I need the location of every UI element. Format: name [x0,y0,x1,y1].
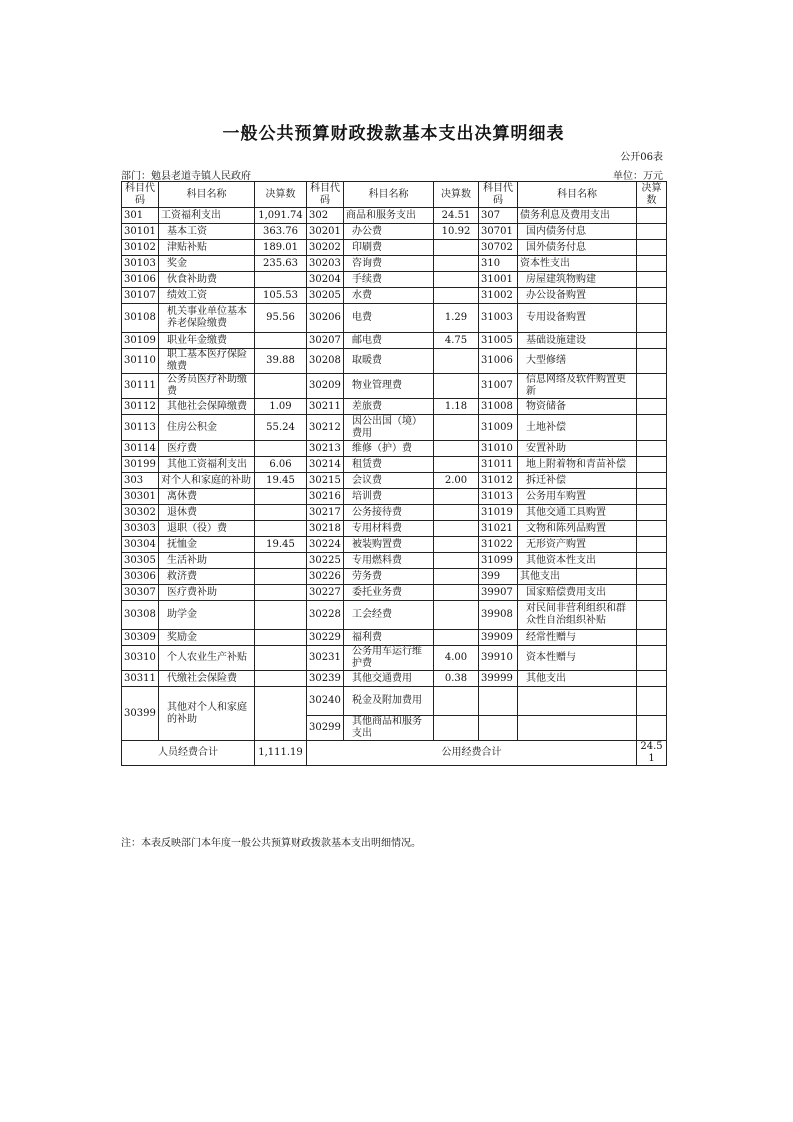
amount [255,630,307,646]
amount [637,473,667,489]
table-row [122,630,667,646]
account-name: 其他资本性支出 [518,553,637,569]
account-name: 债务利息及费用支出 [518,208,637,224]
account-code: 30702 [479,240,518,256]
account-code: 30217 [307,505,344,521]
personnel-total-value: 1,111.19 [255,741,307,766]
account-name: 国家赔偿费用支出 [518,585,637,601]
account-name: 水费 [344,288,434,304]
account-code: 30199 [122,457,159,473]
amount: 105.53 [255,288,307,304]
amount [637,716,667,741]
account-name: 职工基本医疗保险缴费 [159,349,255,374]
account-code: 39907 [479,585,518,601]
account-name: 公务用车购置 [518,489,637,505]
account-name: 租赁费 [344,457,434,473]
account-code: 30212 [307,415,344,441]
account-code: 31007 [479,374,518,399]
account-name: 安置补助 [518,441,637,457]
amount: 19.45 [255,537,307,553]
account-code: 30108 [122,304,159,333]
account-code: 30239 [307,671,344,687]
column-header: 决算数 [255,182,307,208]
amount: 235.63 [255,256,307,272]
amount [637,304,667,333]
account-name: 地上附着物和青苗补偿 [518,457,637,473]
account-code: 30202 [307,240,344,256]
amount [434,521,479,537]
amount [637,333,667,349]
footnote: 注：本表反映部门本年度一般公共预算财政拨款基本支出明细情况。 [121,838,421,849]
account-name: 工会经费 [344,601,434,630]
account-code: 30228 [307,601,344,630]
table-row [122,399,667,415]
amount [434,349,479,374]
amount [255,333,307,349]
amount [637,569,667,585]
account-name: 办公费 [344,224,434,240]
amount [255,671,307,687]
column-header: 决算数 [434,182,479,208]
account-name: 机关事业单位基本养老保险缴费 [159,304,255,333]
column-header: 科目名称 [159,182,255,208]
table-row [122,537,667,553]
account-name: 拆迁补偿 [518,473,637,489]
account-name: 差旅费 [344,399,434,415]
account-code: 31022 [479,537,518,553]
account-code: 31001 [479,272,518,288]
account-name: 被装购置费 [344,537,434,553]
account-name [518,716,637,741]
table-row [122,208,667,224]
amount [434,601,479,630]
table-row [122,224,667,240]
amount [255,585,307,601]
amount [434,288,479,304]
amount [637,601,667,630]
table-row [122,304,667,333]
account-name: 资本性赠与 [518,646,637,671]
account-code: 30101 [122,224,159,240]
account-code: 30109 [122,333,159,349]
account-code: 301 [122,208,159,224]
amount [255,569,307,585]
table-row [122,374,667,399]
account-code: 30111 [122,374,159,399]
amount [434,537,479,553]
account-name: 办公设备购置 [518,288,637,304]
account-name: 培训费 [344,489,434,505]
amount: 55.24 [255,415,307,441]
amount [255,489,307,505]
amount [434,256,479,272]
account-code: 30399 [122,687,159,741]
account-code: 30110 [122,349,159,374]
amount [637,687,667,716]
account-code: 30102 [122,240,159,256]
account-code: 30231 [307,646,344,671]
account-name: 物业管理费 [344,374,434,399]
amount: 363.76 [255,224,307,240]
account-name: 抚恤金 [159,537,255,553]
account-name: 工资福利支出 [159,208,255,224]
amount [434,240,479,256]
account-code: 307 [479,208,518,224]
column-header: 科目代码 [479,182,518,208]
amount: 4.00 [434,646,479,671]
amount [434,505,479,521]
account-name: 会议费 [344,473,434,489]
amount [434,489,479,505]
amount [255,646,307,671]
account-code: 30299 [307,716,344,741]
account-code: 31008 [479,399,518,415]
amount: 95.56 [255,304,307,333]
account-code: 30216 [307,489,344,505]
account-code: 30114 [122,441,159,457]
column-header: 科目代码 [122,182,159,208]
account-name: 其他交通费用 [344,671,434,687]
account-code: 31010 [479,441,518,457]
table-row [122,601,667,630]
amount [434,441,479,457]
account-name: 助学金 [159,601,255,630]
amount [255,505,307,521]
amount [637,224,667,240]
amount [637,208,667,224]
account-name: 手续费 [344,272,434,288]
account-code: 31011 [479,457,518,473]
unit-label: 单位：万元 [613,171,663,182]
account-code: 310 [479,256,518,272]
amount [434,457,479,473]
amount [434,374,479,399]
account-name: 对个人和家庭的补助 [159,473,255,489]
amount [637,646,667,671]
amount [434,630,479,646]
amount: 1.18 [434,399,479,415]
account-name: 资本性支出 [518,256,637,272]
account-code: 399 [479,569,518,585]
account-code: 30701 [479,224,518,240]
account-name: 其他工资福利支出 [159,457,255,473]
amount [637,240,667,256]
column-header: 科目名称 [518,182,637,208]
account-code: 30305 [122,553,159,569]
account-name: 福利费 [344,630,434,646]
account-code: 39999 [479,671,518,687]
column-header: 决算数 [637,182,667,208]
amount [434,569,479,585]
account-code: 30112 [122,399,159,415]
table-row [122,521,667,537]
personnel-total-label: 人员经费合计 [122,741,255,766]
account-code: 30309 [122,630,159,646]
account-code: 30224 [307,537,344,553]
account-code: 31006 [479,349,518,374]
table-row [122,505,667,521]
account-code: 30203 [307,256,344,272]
account-name: 物资储备 [518,399,637,415]
account-name: 基础设施建设 [518,333,637,349]
account-code: 30211 [307,399,344,415]
account-code: 30302 [122,505,159,521]
amount [255,521,307,537]
table-row [122,687,667,716]
account-name: 维修（护）费 [344,441,434,457]
account-name: 医疗费 [159,441,255,457]
account-name: 劳务费 [344,569,434,585]
account-name: 奖金 [159,256,255,272]
account-name: 其他支出 [518,569,637,585]
account-code: 31003 [479,304,518,333]
account-code: 31099 [479,553,518,569]
account-name: 公务用车运行维护费 [344,646,434,671]
account-name: 大型修缮 [518,349,637,374]
account-name: 专用燃料费 [344,553,434,569]
amount: 2.00 [434,473,479,489]
account-code: 30209 [307,374,344,399]
account-code: 30201 [307,224,344,240]
amount [255,441,307,457]
account-code: 30205 [307,288,344,304]
account-code: 30307 [122,585,159,601]
account-code: 30106 [122,272,159,288]
account-code: 302 [307,208,344,224]
account-name: 文物和陈列品购置 [518,521,637,537]
amount: 1,091.74 [255,208,307,224]
account-name: 退职（役）费 [159,521,255,537]
account-code: 31009 [479,415,518,441]
amount [255,272,307,288]
account-code: 31019 [479,505,518,521]
amount: 1.29 [434,304,479,333]
account-code: 30103 [122,256,159,272]
account-code [479,716,518,741]
table-row [122,489,667,505]
account-code: 30301 [122,489,159,505]
account-code: 30311 [122,671,159,687]
table-row [122,585,667,601]
account-name: 无形资产购置 [518,537,637,553]
amount [637,521,667,537]
expenditure-table [121,181,667,766]
account-name: 国内债务付息 [518,224,637,240]
amount [637,288,667,304]
amount: 189.01 [255,240,307,256]
account-name: 其他对个人和家庭的补助 [159,687,255,741]
account-code: 30308 [122,601,159,630]
account-name [518,687,637,716]
account-name: 医疗费补助 [159,585,255,601]
amount: 19.45 [255,473,307,489]
account-name: 经常性赠与 [518,630,637,646]
account-name: 住房公积金 [159,415,255,441]
amount [637,630,667,646]
amount [637,505,667,521]
account-name: 商品和服务支出 [344,208,434,224]
table-row [122,671,667,687]
table-row [122,256,667,272]
column-header: 科目代码 [307,182,344,208]
account-name: 专用设备购置 [518,304,637,333]
table-row [122,333,667,349]
account-code: 31013 [479,489,518,505]
account-name: 职业年金缴费 [159,333,255,349]
amount [637,585,667,601]
account-code [479,687,518,716]
amount [255,553,307,569]
account-name: 奖励金 [159,630,255,646]
account-code: 31002 [479,288,518,304]
table-row [122,415,667,441]
amount [637,374,667,399]
department-label: 部门：勉县老道寺镇人民政府 [121,171,251,182]
column-header: 科目名称 [344,182,434,208]
table-row [122,646,667,671]
header-row [122,182,667,208]
account-code: 30310 [122,646,159,671]
amount [637,272,667,288]
account-code: 31021 [479,521,518,537]
account-code: 30113 [122,415,159,441]
account-code: 30240 [307,687,344,716]
account-code: 30204 [307,272,344,288]
table-row [122,457,667,473]
account-name: 其他社会保障缴费 [159,399,255,415]
account-code: 30303 [122,521,159,537]
account-name: 土地补偿 [518,415,637,441]
account-code: 30304 [122,537,159,553]
account-name: 专用材料费 [344,521,434,537]
account-code: 30218 [307,521,344,537]
amount [255,687,307,741]
account-name: 退休费 [159,505,255,521]
amount [637,441,667,457]
account-code: 303 [122,473,159,489]
account-code: 30227 [307,585,344,601]
account-name: 取暖费 [344,349,434,374]
table-row [122,240,667,256]
amount [637,671,667,687]
amount [255,374,307,399]
account-name: 救济费 [159,569,255,585]
table-row [122,441,667,457]
account-code: 39908 [479,601,518,630]
account-name: 其他交通工具购置 [518,505,637,521]
account-code: 30206 [307,304,344,333]
account-name: 绩效工资 [159,288,255,304]
amount [434,415,479,441]
account-code: 31012 [479,473,518,489]
totals-row [122,741,667,766]
table-row [122,569,667,585]
account-code: 30207 [307,333,344,349]
table-row [122,272,667,288]
account-name: 对民间非营利组织和群众性自治组织补贴 [518,601,637,630]
account-name: 伙食补助费 [159,272,255,288]
account-name: 房屋建筑物购建 [518,272,637,288]
account-code: 30107 [122,288,159,304]
amount [637,489,667,505]
account-name: 电费 [344,304,434,333]
amount: 0.38 [434,671,479,687]
table-row [122,553,667,569]
amount: 1.09 [255,399,307,415]
amount [255,601,307,630]
account-name: 印刷费 [344,240,434,256]
account-code: 30214 [307,457,344,473]
amount [637,415,667,441]
account-name: 因公出国（境）费用 [344,415,434,441]
amount [434,687,479,716]
amount [637,553,667,569]
account-name: 津贴补贴 [159,240,255,256]
account-name: 其他支出 [518,671,637,687]
amount [434,553,479,569]
report-title: 一般公共预算财政拨款基本支出决算明细表 [222,124,565,144]
account-code: 30229 [307,630,344,646]
account-code: 39909 [479,630,518,646]
amount [434,716,479,741]
amount [637,399,667,415]
account-name: 个人农业生产补贴 [159,646,255,671]
account-code: 30226 [307,569,344,585]
account-name: 离休费 [159,489,255,505]
amount [434,272,479,288]
account-name: 邮电费 [344,333,434,349]
public-total-value: 24.51 [637,741,667,766]
account-code: 30306 [122,569,159,585]
account-name: 公务接待费 [344,505,434,521]
account-name: 生活补助 [159,553,255,569]
table-row [122,288,667,304]
amount [637,256,667,272]
amount: 10.92 [434,224,479,240]
amount: 4.75 [434,333,479,349]
account-name: 其他商品和服务支出 [344,716,434,741]
account-name: 代缴社会保险费 [159,671,255,687]
table-code: 公开06表 [620,152,663,163]
table-row [122,473,667,489]
account-code: 30225 [307,553,344,569]
account-name: 委托业务费 [344,585,434,601]
amount: 24.51 [434,208,479,224]
account-code: 30213 [307,441,344,457]
account-name: 咨询费 [344,256,434,272]
amount: 6.06 [255,457,307,473]
account-name: 信息网络及软件购置更新 [518,374,637,399]
table-row [122,349,667,374]
amount: 39.88 [255,349,307,374]
account-name: 公务员医疗补助缴费 [159,374,255,399]
amount [637,349,667,374]
amount [637,537,667,553]
account-code: 30208 [307,349,344,374]
amount [637,457,667,473]
account-code: 39910 [479,646,518,671]
amount [434,585,479,601]
account-code: 30215 [307,473,344,489]
account-name: 国外债务付息 [518,240,637,256]
account-name: 税金及附加费用 [344,687,434,716]
public-total-label: 公用经费合计 [307,741,637,766]
account-code: 31005 [479,333,518,349]
account-name: 基本工资 [159,224,255,240]
